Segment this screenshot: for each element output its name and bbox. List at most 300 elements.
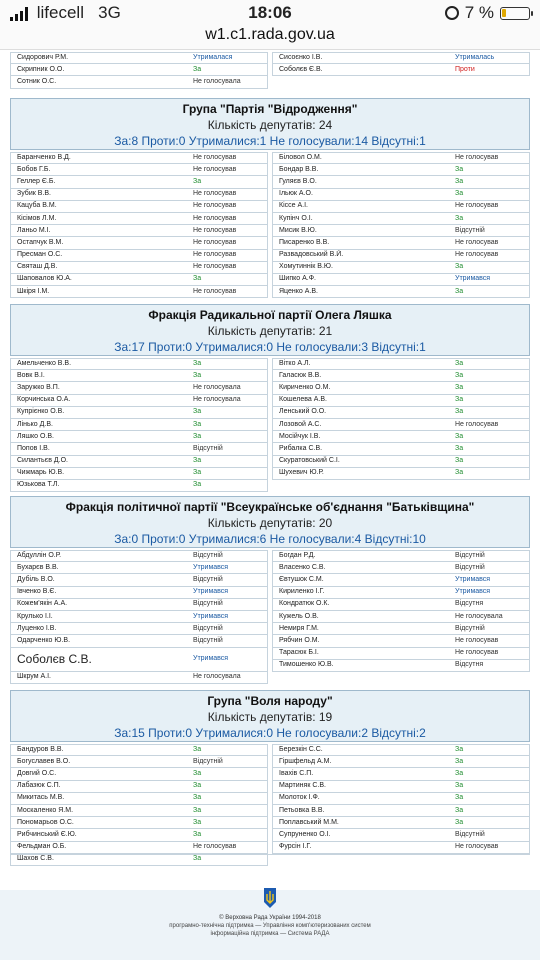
deputy-name: Хомутиннік В.Ю. (279, 263, 333, 271)
deputy-row (272, 431, 530, 443)
deputy-row (10, 781, 268, 793)
vote-result: За (455, 444, 464, 452)
deputy-row (10, 672, 268, 684)
deputy-row (272, 611, 530, 623)
deputy-name: Заружко В.П. (17, 383, 60, 391)
vote-result: Утримався (193, 612, 229, 620)
deputy-name: Богуславев В.О. (17, 757, 71, 765)
deputy-row (10, 756, 268, 768)
vote-result: Не голосував (193, 154, 237, 162)
deputy-row (10, 262, 268, 274)
site-footer (0, 890, 540, 960)
deputy-name: Зубик В.В. (17, 190, 51, 198)
deputy-name: Баранченко В.Д. (17, 154, 71, 162)
vote-result: Проти (455, 65, 475, 73)
deputy-row (272, 407, 530, 419)
vote-result: Утримався (455, 575, 491, 583)
vote-result: Не голосував (193, 165, 237, 173)
battery-icon (500, 7, 530, 20)
deputy-row (10, 768, 268, 780)
deputy-name: Ленський О.О. (279, 408, 327, 416)
faction-deputy-count: Кількість депутатів: 21 (207, 324, 333, 338)
footer-info-support: інформаційна підтримка — Система РАДА (210, 931, 330, 937)
deputy-row (10, 744, 268, 756)
deputy-row (272, 829, 530, 841)
deputy-name: Рябчин О.М. (279, 636, 320, 644)
left-column (10, 152, 268, 298)
vote-result: Не голосувала (193, 383, 241, 391)
deputy-name: Немиря Г.М. (279, 624, 319, 632)
deputy-name: Святаш Д.В. (17, 263, 58, 271)
vote-result: За (193, 432, 202, 440)
deputy-row (272, 225, 530, 237)
vote-result: Не голосував (193, 214, 237, 222)
vote-result: За (193, 746, 202, 754)
deputy-name: Шухевич Ю.Р. (279, 469, 324, 477)
vote-result: За (455, 806, 464, 814)
deputy-row (272, 781, 530, 793)
deputy-name: Кужель О.В. (279, 612, 319, 620)
deputy-row (10, 562, 268, 574)
deputy-name: Березкін С.С. (279, 746, 323, 754)
vote-result: Утримався (455, 588, 491, 596)
vote-result: Не голосував (455, 420, 499, 428)
left-column (10, 744, 268, 866)
deputy-row (272, 274, 530, 286)
deputy-row (272, 842, 530, 854)
vote-result: Відсутній (455, 830, 485, 838)
vote-result: За (455, 457, 464, 465)
deputy-row (272, 756, 530, 768)
vote-result: За (193, 420, 202, 428)
vote-result: Не голосував (193, 226, 237, 234)
vote-result: Утримався (193, 588, 229, 596)
faction-title: Фракція Радикальної партії Олега Ляшка (148, 308, 392, 322)
deputy-row (272, 817, 530, 829)
deputy-row (272, 623, 530, 635)
vote-result: Не голосував (193, 287, 237, 295)
vote-result: Не голосував (455, 251, 499, 259)
deputy-row (272, 599, 530, 611)
deputy-name: Попов І.В. (17, 444, 50, 452)
deputy-row (10, 189, 268, 201)
deputy-name: Шкіря І.М. (17, 287, 50, 295)
deputy-name: Кожем'якін А.А. (17, 600, 68, 608)
vote-result: За (193, 360, 202, 368)
deputy-name: Сисоєнко І.В. (279, 54, 323, 62)
faction-vote-stats: За:0 Проти:0 Утрималися:6 Не голосували:4 Відсутні:10 (114, 532, 426, 546)
deputy-name: Рибчинський Є.Ю. (17, 830, 77, 838)
deputy-row (272, 793, 530, 805)
deputy-row (272, 201, 530, 213)
deputy-row (10, 64, 268, 76)
deputy-row (10, 587, 268, 599)
deputy-name: Крулько І.І. (17, 612, 53, 620)
vote-result: За (193, 830, 202, 838)
deputy-row (272, 286, 530, 298)
deputy-name: Молоток І.Ф. (279, 794, 320, 802)
faction-header (10, 304, 530, 356)
deputy-name: Абдуллін О.Р. (17, 552, 62, 560)
vote-result: За (455, 469, 464, 477)
deputy-row (272, 443, 530, 455)
deputy-row (10, 225, 268, 237)
vote-result: Відсутній (193, 600, 223, 608)
deputy-name: Лінько Д.В. (17, 420, 53, 428)
deputy-name: Мартиняк С.В. (279, 782, 326, 790)
footer-tech-support: програмно-технічна підтримка — Управління комп'ютеризованих систем (169, 923, 371, 929)
deputy-name: Юзькова Т.Л. (17, 481, 60, 489)
deputy-name: Тимошенко Ю.В. (279, 661, 334, 669)
vote-result: Не голосував (193, 843, 237, 851)
deputy-row (272, 176, 530, 188)
vote-result: Не голосував (455, 649, 499, 657)
status-bar (0, 0, 540, 24)
deputy-row (10, 817, 268, 829)
vote-result: Не голосував (193, 190, 237, 198)
right-column (272, 52, 530, 76)
vote-result: Не голосувала (193, 673, 241, 681)
deputy-name: Пресман О.С. (17, 251, 63, 259)
vote-result: За (193, 818, 202, 826)
deputy-row (10, 76, 268, 88)
vote-result: Утрималась (455, 54, 495, 62)
deputy-name: Шипко А.Ф. (279, 275, 316, 283)
deputy-row (272, 744, 530, 756)
deputy-row (10, 358, 268, 370)
vote-result: Не голосував (455, 843, 499, 851)
deputy-name: Ланьо М.І. (17, 226, 51, 234)
carrier-info (10, 3, 121, 23)
deputy-name: Ляшко О.В. (17, 432, 54, 440)
deputy-row (272, 64, 530, 76)
deputy-row (272, 152, 530, 164)
deputy-name: Гуляєв В.О. (279, 177, 317, 185)
vote-result: За (455, 371, 464, 379)
deputy-name: Амельченко В.В. (17, 360, 72, 368)
deputy-row (10, 152, 268, 164)
signal-icon (10, 7, 28, 21)
deputy-row (272, 189, 530, 201)
deputy-row (10, 407, 268, 419)
vote-result: Не голосував (193, 202, 237, 210)
deputy-name: Власенко С.В. (279, 563, 326, 571)
vote-result: За (455, 818, 464, 826)
deputy-row (10, 635, 268, 647)
deputy-row (10, 176, 268, 188)
deputy-name: Богдан Р.Д. (279, 552, 316, 560)
vote-result: За (193, 769, 202, 777)
deputy-row (10, 201, 268, 213)
deputy-row (10, 854, 268, 866)
deputy-name: Шкрум А.І. (17, 673, 51, 681)
deputy-row (10, 468, 268, 480)
right-column (272, 152, 530, 298)
vote-result: За (455, 396, 464, 404)
deputy-name: Рибалка С.В. (279, 444, 323, 452)
vote-result: Відсутній (193, 552, 223, 560)
vote-result: За (193, 855, 202, 863)
vote-result: За (455, 746, 464, 754)
vote-result: Відсутній (455, 226, 485, 234)
vote-result: Утримався (193, 655, 229, 662)
deputy-name: Сидорович Р.М. (17, 54, 69, 62)
deputy-name: Дубіль В.О. (17, 575, 55, 583)
deputy-name: Вітко А.Л. (279, 360, 311, 368)
deputy-name: Лабазюк С.П. (17, 782, 61, 790)
vote-result: За (455, 165, 464, 173)
deputy-row (272, 262, 530, 274)
vote-result: Не голосував (193, 238, 237, 246)
deputy-row (10, 443, 268, 455)
deputy-row (10, 431, 268, 443)
deputy-name: Корчинська О.А. (17, 396, 71, 404)
vote-result: Відсутній (455, 563, 485, 571)
vote-result: За (455, 360, 464, 368)
deputy-name: Геллер Є.Б. (17, 177, 56, 185)
deputy-name: Кондратюк О.К. (279, 600, 330, 608)
deputy-name: Купрієнко О.В. (17, 408, 65, 416)
vote-result: Не голосував (455, 636, 499, 644)
deputy-row (10, 286, 268, 298)
deputy-name: Яценко А.В. (279, 287, 318, 295)
deputy-row (10, 370, 268, 382)
vote-result: За (193, 457, 202, 465)
deputy-name: Кошелева А.В. (279, 396, 327, 404)
deputy-row (272, 370, 530, 382)
deputy-name: Силантьєв Д.О. (17, 457, 68, 465)
faction-deputy-count: Кількість депутатів: 24 (207, 118, 333, 132)
deputy-name: Лозовой А.С. (279, 420, 322, 428)
deputy-name: Кириченко О.М. (279, 383, 331, 391)
deputy-row (272, 456, 530, 468)
deputy-row (10, 480, 268, 492)
deputy-row (10, 550, 268, 562)
deputy-name: Івахів С.П. (279, 769, 314, 777)
deputy-row (272, 660, 530, 672)
deputy-name: Микитась М.В. (17, 794, 65, 802)
deputy-name: Гіршфельд А.М. (279, 757, 332, 765)
deputy-row (10, 829, 268, 841)
deputy-row (272, 213, 530, 225)
faction-vote-stats: За:8 Проти:0 Утрималися:1 Не голосували:14 Відсутні:1 (114, 134, 426, 148)
table-bottom-border (10, 854, 530, 855)
vote-result: За (455, 214, 464, 222)
vote-result: За (193, 806, 202, 814)
deputy-row (10, 237, 268, 249)
vote-result: За (455, 287, 464, 295)
vote-result: Відсутня (455, 600, 484, 608)
vote-result: Утрималася (193, 54, 233, 62)
vote-result: Відсутній (455, 624, 485, 632)
address-bar[interactable]: w1.c1.rada.gov.ua (0, 24, 540, 50)
deputy-row (10, 395, 268, 407)
footer-copyright: © Верховна Рада України 1994-2018 (219, 915, 321, 921)
deputy-name: Соболєв Є.В. (279, 65, 323, 73)
clock: 18:06 (248, 3, 292, 22)
deputy-row (272, 250, 530, 262)
deputy-name: Петьовка В.В. (279, 806, 325, 814)
deputy-row (272, 805, 530, 817)
deputy-name: Шахов С.В. (17, 855, 54, 863)
deputy-name: Івченко В.Є. (17, 588, 57, 596)
vote-result: Не голосував (455, 238, 499, 246)
vote-result: За (455, 782, 464, 790)
vote-result: Не голосував (193, 263, 237, 271)
deputy-row (272, 768, 530, 780)
deputy-name: Бобов Г.Б. (17, 165, 51, 173)
alarm-icon (445, 6, 459, 20)
vote-result: Відсутній (193, 575, 223, 583)
status-right (445, 3, 530, 23)
deputy-row (272, 237, 530, 249)
deputy-name: Кіссе А.І. (279, 202, 308, 210)
deputy-row (272, 382, 530, 394)
vote-result: За (455, 769, 464, 777)
deputy-row (272, 358, 530, 370)
deputy-row (272, 562, 530, 574)
vote-result: За (193, 408, 202, 416)
faction-title: Група "Партія "Відродження" (182, 102, 358, 116)
vote-result: За (193, 371, 202, 379)
deputy-name: Шаповалов Ю.А. (17, 275, 72, 283)
right-column (272, 744, 530, 854)
deputy-name: Галасюк В.В. (279, 371, 322, 379)
vote-result: Не голосував (455, 202, 499, 210)
deputy-row (10, 574, 268, 586)
vote-result: Не голосувала (455, 612, 503, 620)
deputy-name: Ільюк А.О. (279, 190, 313, 198)
vote-result: Не голосував (455, 154, 499, 162)
deputy-row (10, 648, 268, 672)
deputy-name: Довгий О.С. (17, 769, 57, 777)
faction-title: Фракція політичної партії "Всеукраїнське об'єднання "Батьківщина" (65, 500, 475, 514)
vote-result: За (193, 782, 202, 790)
deputy-name: Фурсін І.Г. (279, 843, 312, 851)
faction-deputy-count: Кількість депутатів: 20 (207, 516, 333, 530)
deputy-row (272, 395, 530, 407)
network-type: 3G (98, 3, 121, 22)
deputy-row (10, 456, 268, 468)
deputy-name: Мосійчук І.В. (279, 432, 321, 440)
page-content (0, 50, 540, 890)
deputy-name: Скуратовський С.І. (279, 457, 340, 465)
vote-result: Відсутня (455, 661, 484, 669)
deputy-name: Кісімов Л.М. (17, 214, 57, 222)
deputy-row (272, 635, 530, 647)
deputy-row (10, 599, 268, 611)
deputy-name: Луценко І.В. (17, 624, 57, 632)
vote-result: За (193, 469, 202, 477)
deputy-name: Бандуров В.В. (17, 746, 64, 754)
deputy-name: Скрипник О.О. (17, 65, 65, 73)
deputy-name: Развадовський В.Й. (279, 251, 344, 259)
deputy-name: Бухарєв В.В. (17, 563, 59, 571)
deputy-row (10, 382, 268, 394)
vote-result: За (193, 65, 202, 73)
vote-result: За (193, 275, 202, 283)
battery-percent: 7 % (464, 3, 494, 22)
deputy-row (10, 611, 268, 623)
deputy-name: Тарасюк Б.І. (279, 649, 319, 657)
deputy-row (10, 250, 268, 262)
deputy-name: Одарченко Ю.В. (17, 636, 71, 644)
deputy-row (10, 805, 268, 817)
deputy-name: Купінч О.І. (279, 214, 313, 222)
vote-result: За (455, 432, 464, 440)
deputy-name: Соболєв С.В. (17, 654, 92, 664)
right-column (272, 550, 530, 672)
deputy-row (10, 842, 268, 854)
deputy-row (272, 164, 530, 176)
vote-result: За (193, 177, 202, 185)
deputy-name: Супруненко О.І. (279, 830, 331, 838)
vote-result: Відсутній (193, 636, 223, 644)
faction-header (10, 496, 530, 548)
vote-result: Утримався (193, 563, 229, 571)
vote-result: За (455, 177, 464, 185)
deputy-row (10, 793, 268, 805)
deputy-row (10, 274, 268, 286)
deputy-name: Сотник О.С. (17, 77, 57, 85)
deputy-name: Мисик В.Ю. (279, 226, 317, 234)
deputy-name: Фельдман О.Б. (17, 843, 67, 851)
deputy-row (272, 648, 530, 660)
left-column (10, 52, 268, 89)
deputy-row (10, 623, 268, 635)
left-column (10, 358, 268, 492)
vote-result: За (455, 263, 464, 271)
vote-result: За (193, 794, 202, 802)
faction-header (10, 98, 530, 150)
vote-result: Не голосувала (193, 396, 241, 404)
deputy-row (272, 550, 530, 562)
vote-result: Не голосувала (193, 77, 241, 85)
deputy-row (272, 587, 530, 599)
deputy-name: Біловол О.М. (279, 154, 322, 162)
deputy-name: Писаренко В.В. (279, 238, 330, 246)
deputy-row (10, 52, 268, 64)
deputy-row (10, 213, 268, 225)
deputy-name: Москаленко Я.М. (17, 806, 74, 814)
deputy-name: Кацуба В.М. (17, 202, 57, 210)
vote-result: Утримався (455, 275, 491, 283)
deputy-name: Вовк В.І. (17, 371, 45, 379)
faction-vote-stats: За:15 Проти:0 Утрималися:0 Не голосували:2 Відсутні:2 (114, 726, 426, 740)
deputy-name: Бондар В.В. (279, 165, 319, 173)
vote-result: За (455, 794, 464, 802)
deputy-row (272, 574, 530, 586)
deputy-row (10, 419, 268, 431)
deputy-name: Чижмарь Ю.В. (17, 469, 65, 477)
deputy-name: Кириленко І.Г. (279, 588, 325, 596)
vote-result: Відсутній (455, 552, 485, 560)
vote-result: За (455, 757, 464, 765)
faction-deputy-count: Кількість депутатів: 19 (207, 710, 333, 724)
deputy-row (272, 468, 530, 480)
deputy-name: Поплавський М.М. (279, 818, 339, 826)
deputy-name: Євтушок С.М. (279, 575, 324, 583)
deputy-row (10, 164, 268, 176)
faction-vote-stats: За:17 Проти:0 Утрималися:0 Не голосували:3 Відсутні:1 (114, 340, 426, 354)
carrier-name: lifecell (36, 3, 84, 22)
vote-result: За (193, 481, 202, 489)
faction-header (10, 690, 530, 742)
deputy-row (272, 419, 530, 431)
deputy-row (272, 52, 530, 64)
vote-result: За (455, 190, 464, 198)
deputy-name: Пономарьов О.С. (17, 818, 74, 826)
